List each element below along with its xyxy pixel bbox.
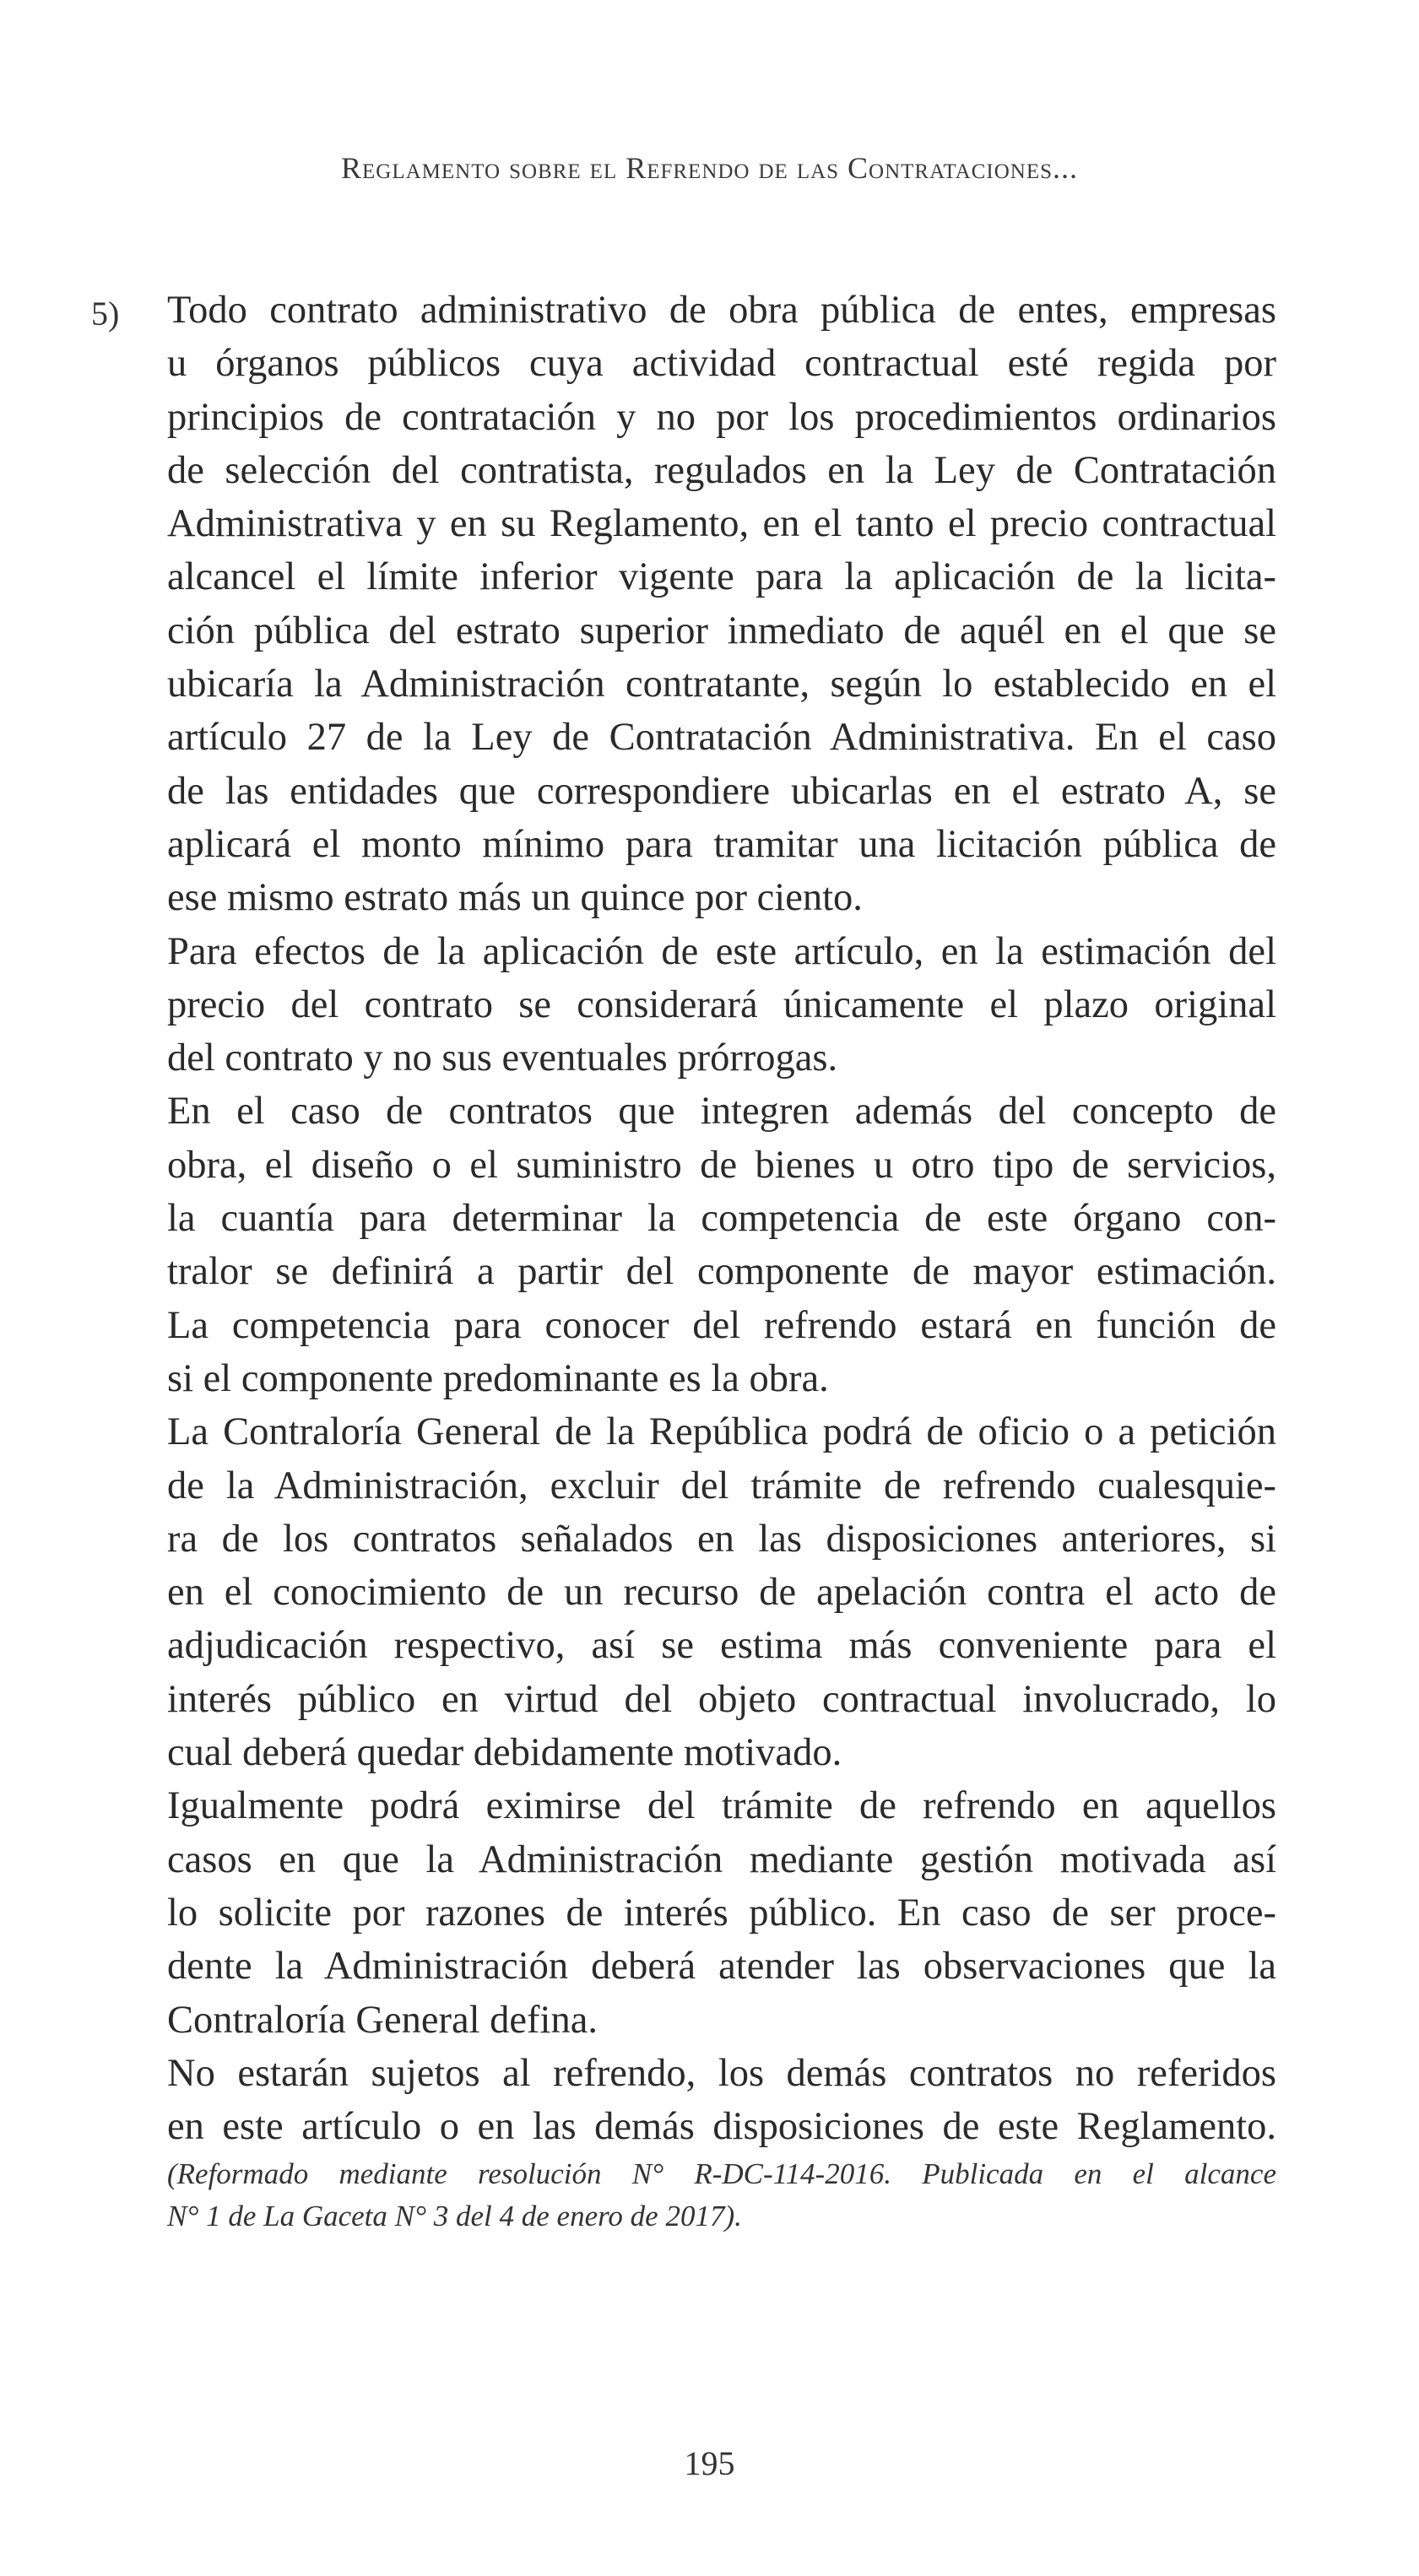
- text-line: cual deberá quedar debidamente motivado.: [167, 1731, 842, 1775]
- text-line: Para efectos de la aplicación de este artículo, en la estimación del: [167, 929, 1276, 973]
- text-line: La Contraloría General de la República podrá de oficio o a petición: [167, 1410, 1276, 1454]
- text-line: ese mismo estrato más un quince por ciento.: [167, 876, 863, 920]
- page-number: 195: [684, 2444, 735, 2482]
- text-line: si el componente predominante es la obra.: [167, 1356, 829, 1400]
- text-line: Contraloría General defina.: [167, 1998, 598, 2042]
- text-line: tralor se definirá a partir del componente de mayor estimación.: [167, 1250, 1276, 1294]
- text-line: en el conocimiento de un recurso de apelación contra el acto de: [167, 1571, 1276, 1615]
- text-line: Todo contrato administrativo de obra pública de entes, empresas: [167, 289, 1276, 332]
- text-line: dente la Administración deberá atender las observaciones que la: [167, 1945, 1276, 1989]
- text-line: principios de contratación y no por los procedimientos ordinarios: [167, 395, 1276, 439]
- text-line: En el caso de contratos que integren además del concepto de: [167, 1090, 1276, 1134]
- text-line: precio del contrato se considerará únicamente el plazo original: [167, 982, 1276, 1026]
- text-line: No estarán sujetos al refrendo, los demás contratos no referidos: [167, 2051, 1276, 2095]
- amendment-note-line: N° 1 de La Gaceta N° 3 del 4 de enero de 2017).: [167, 2200, 742, 2233]
- text-line: adjudicación respectivo, así se estima más conveniente para el: [167, 1624, 1276, 1668]
- text-line: lo solicite por razones de interés público. En caso de ser proce-: [167, 1891, 1276, 1935]
- text-line: Igualmente podrá eximirse del trámite de refrendo en aquellos: [167, 1784, 1276, 1828]
- text-line: Administrativa y en su Reglamento, en el tanto el precio contractual: [167, 502, 1276, 546]
- text-line: de la Administración, excluir del trámite de refrendo cualesquie-: [167, 1464, 1276, 1507]
- text-line: ción pública del estrato superior inmediato de aquél en el que se: [167, 609, 1276, 652]
- text-line: de selección del contratista, regulados en la Ley de Contratación: [167, 448, 1276, 492]
- text-line: casos en que la Administración mediante gestión motivada así: [167, 1837, 1276, 1881]
- text-line: interés público en virtud del objeto contractual involucrado, lo: [167, 1677, 1276, 1721]
- text-line: ra de los contratos señalados en las disposiciones anteriores, si: [167, 1517, 1276, 1561]
- amendment-note-line: (Reformado mediante resolución N° R-DC-114-2016. Publicada en el alcance: [167, 2157, 1276, 2191]
- text-line: obra, el diseño o el suministro de bienes u otro tipo de servicios,: [167, 1143, 1276, 1187]
- running-header: Reglamento sobre el Refrendo de las Contrataciones...: [340, 151, 1078, 185]
- text-line: La competencia para conocer del refrendo estará en función de: [167, 1303, 1276, 1347]
- text-line: ubicaría la Administración contratante, según lo establecido en el: [167, 663, 1276, 706]
- text-line: en este artículo o en las demás disposiciones de este Reglamento.: [167, 2105, 1276, 2149]
- text-line: artículo 27 de la Ley de Contratación Administrativa. En el caso: [167, 716, 1276, 760]
- text-line: alcancel el límite inferior vigente para la aplicación de la licita-: [167, 555, 1276, 599]
- text-line: la cuantía para determinar la competencia de este órgano con-: [167, 1197, 1276, 1241]
- text-line: aplicará el monto mínimo para tramitar una licitación pública de: [167, 822, 1276, 866]
- item-number: 5): [91, 295, 120, 333]
- article-text: [167, 284, 1276, 2238]
- text-line: u órganos públicos cuya actividad contractual esté regida por: [167, 342, 1276, 386]
- text-line: de las entidades que correspondiere ubicarlas en el estrato A, se: [167, 769, 1276, 813]
- text-line: del contrato y no sus eventuales prórrogas.: [167, 1036, 838, 1080]
